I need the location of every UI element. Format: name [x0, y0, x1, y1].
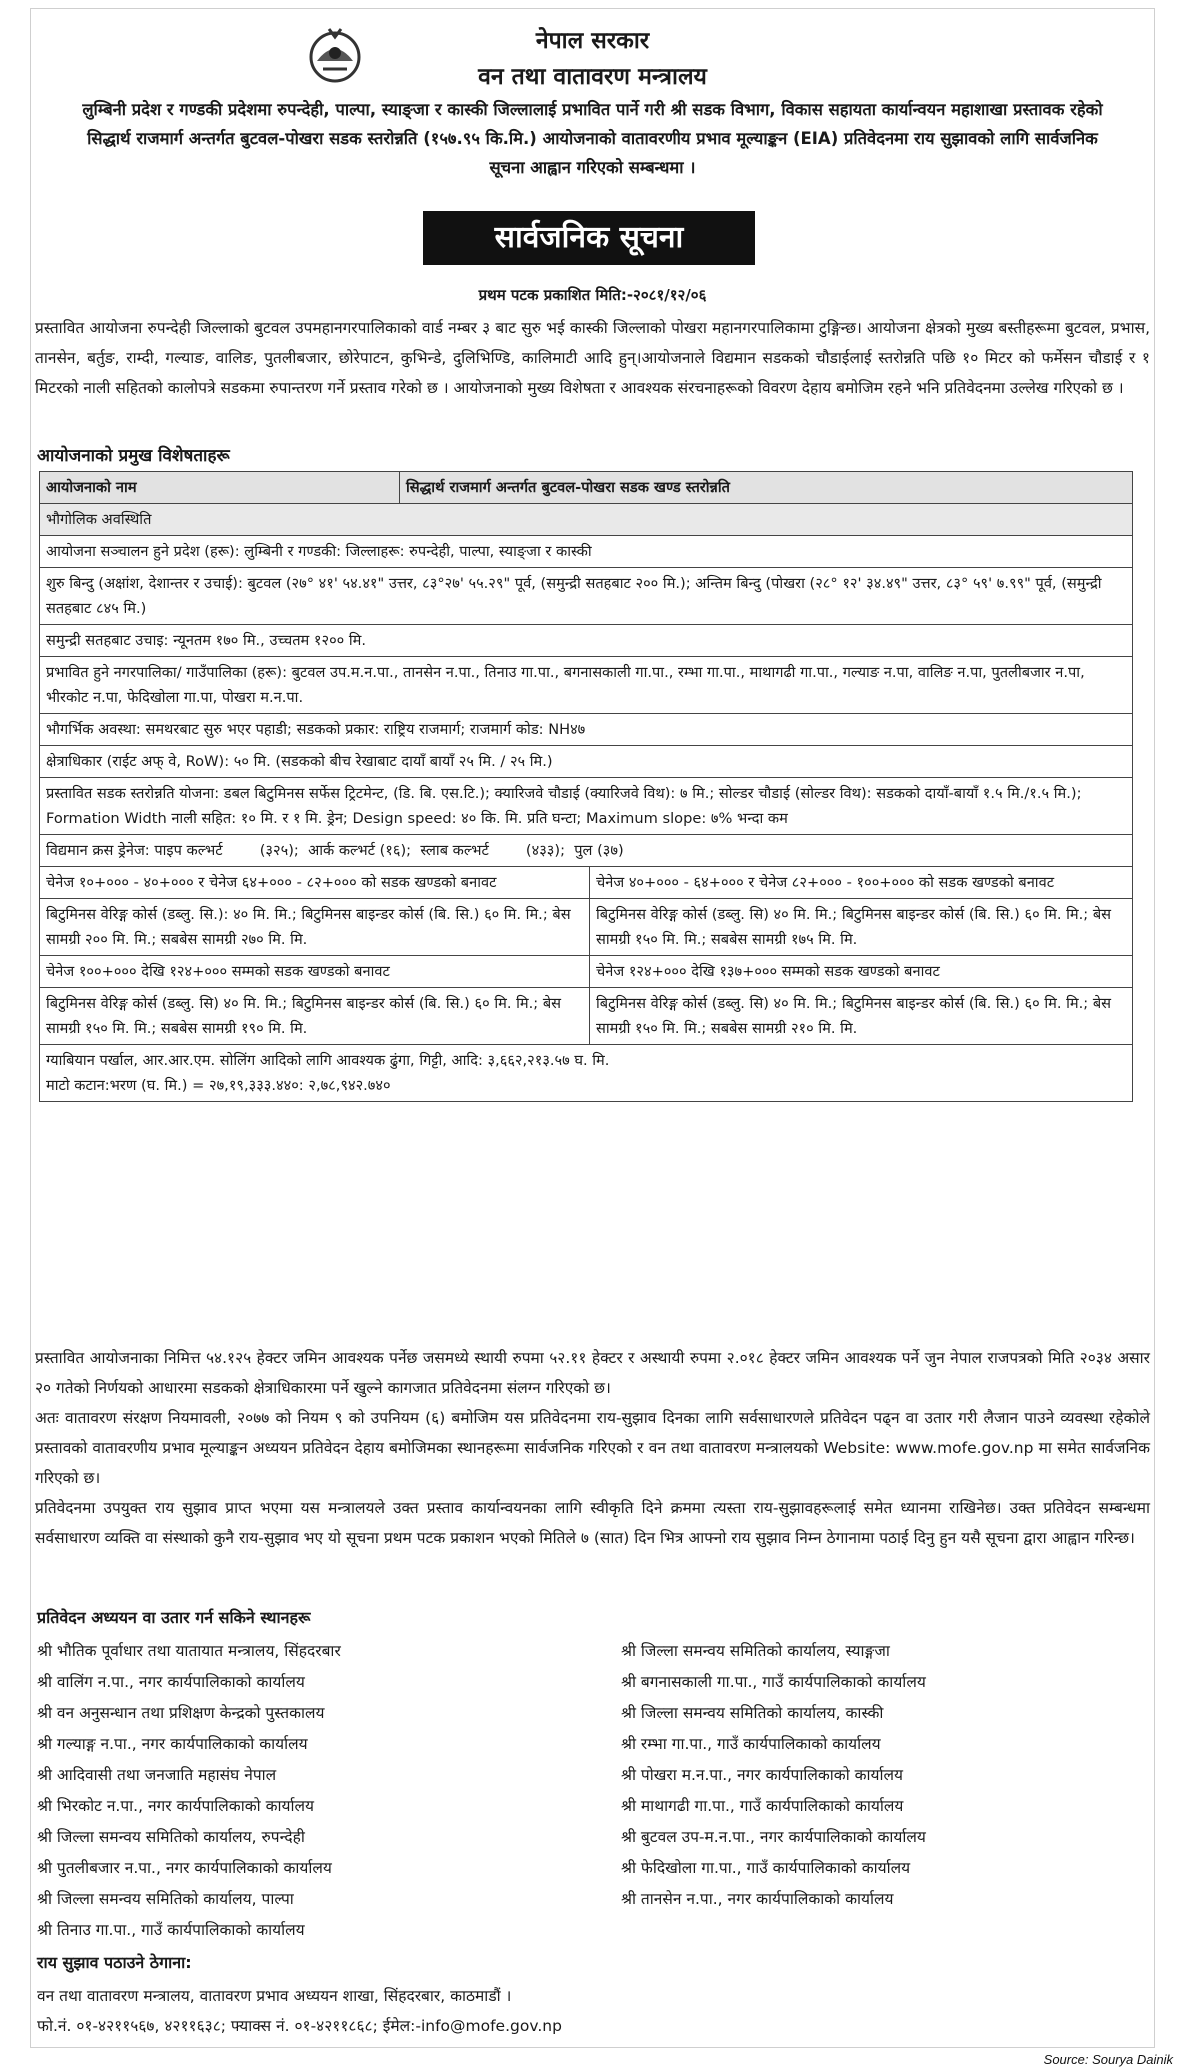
drainage-cell: विद्यमान क्रस ड्रेनेज: पाइप कल्भर्ट (३२५); आर्क कल्भर्ट (१६); स्लाब कल्भर्ट (४३३); पुल (३७) [40, 835, 1133, 867]
design-cell: प्रस्तावित सडक स्तरोन्नति योजना: डबल बिटुमिनस सर्फेस ट्रिटमेन्ट, (डि. बि. एस.टि.); क्यारिजवे चौडाई (क्यारिजवे विथ): ७ मि.; सोल्डर चौडाई (सोल्डर विथ): सडकको दायाँ-बायाँ १.५ मि./१.५ मि.); Formation Width नाली सहित: १० मि. र १ मि. ड्रेन; Design speed: ४० कि. मि. प्रति घन्टा; Maximum slope: ७% भन्दा कम [40, 778, 1133, 835]
list-item: श्री जिल्ला समन्वय समितिको कार्यालय, रुपन्देही [37, 1828, 305, 1846]
ministry-title: वन तथा वातावरण मन्त्रालय [478, 64, 707, 90]
list-item: श्री रम्भा गा.पा., गाउँ कार्यपालिकाको कार्यालय [621, 1735, 881, 1753]
places-list-left [37, 1636, 597, 1946]
list-item: श्री जिल्ला समन्वय समितिको कार्यालय, कास्की [621, 1704, 884, 1722]
materials-text: ग्याबियान पर्खाल, आर.आर.एम. सोलिंग आदिको लागि आवश्यक ढुंगा, गिट्टी, आदि: ३,६६२,२१३.५७ घ. मि. [46, 1052, 610, 1069]
notice-subject: लुम्बिनी प्रदेश र गण्डकी प्रदेशमा रुपन्देही, पाल्पा, स्याङ्जा र कास्की जिल्लालाई प्रभावित पार्ने गरी श्री सडक विभाग, विकास सहायता कार्यान्वयन महाशाखा प्रस्तावक रहेको सिद्धार्थ राजमार्ग अन्तर्गत बुटवल-पोखरा सडक स्तरोन्नति (१५७.९५ कि.मि.) आयोजनाको वातावरणीय प्रभाव मूल्याङ्कन (EIA) प्रतिवेदनमा राय सुझावको लागि सार्वजनिक सूचना आह्वान गरिएको सम्बन्धमा । [82, 100, 1103, 177]
project-name-value: सिद्धार्थ राजमार्ग अन्तर्गत बुटवल-पोखरा सडक खण्ड स्तरोन्नति [400, 472, 1133, 504]
feedback-paragraph: प्रतिवेदनमा उपयुक्त राय सुझाव प्राप्त भएमा यस मन्त्रालयले उक्त प्रस्ताव कार्यान्वयनका लागि स्वीकृति दिने क्रममा त्यस्ता राय-सुझावहरूलाई समेत ध्यानमा राखिनेछ। उक्त प्रतिवेदन सम्बन्धमा सर्वसाधारण व्यक्ति वा संस्थाको कुनै राय-सुझाव भए यो सूचना प्रथम पटक प्रकाशन भएको मितिले ७ (सात) दिन भित्र आफ्नो राय सुझाव निम्न ठेगानामा पठाई दिनु हुन यसै सूचना द्वारा आह्वान गरिन्छ। [35, 1499, 1150, 1547]
terrain-cell: भौगर्भिक अवस्था: समथरबाट सुरु भएर पहाडी; सडकको प्रकार: राष्ट्रिय राजमार्ग; राजमार्ग कोड: NH४७ [40, 714, 1133, 746]
table-row [40, 657, 1133, 714]
list-item: श्री आदिवासी तथा जनजाति महासंघ नेपाल [37, 1766, 277, 1784]
list-item: श्री माथागढी गा.पा., गाउँ कार्यपालिकाको कार्यालय [621, 1797, 904, 1815]
list-item: श्री जिल्ला समन्वय समितिको कार्यालय, पाल्पा [37, 1890, 294, 1908]
project-name-label: आयोजनाको नाम [40, 472, 400, 504]
section-b-spec: बिटुमिनस वेरिङ्ग कोर्स (डब्लु. सि) ४० मि. मि.; बिटुमिनस बाइन्डर कोर्स (बि. सि.) ६० मि. मि.; बेस सामग्री १५० मि. मि.; सबबेस सामग्री १७५ मि. मि. [590, 899, 1133, 956]
table-row [40, 472, 1133, 504]
publication-date: प्रथम पटक प्रकाशित मिति:-२०८१/१२/०६ [478, 286, 707, 304]
points-cell: शुरु बिन्दु (अक्षांश, देशान्तर र उचाई): बुटवल (२७° ४१' ५४.४१" उत्तर, ८३°२७' ५५.२९" पूर्व, (समुन्द्री सतहबाट २०० मि.); अन्तिम बिन्दु (पोखरा (२८° १२' ३४.४९" उत्तर, ८३° ५९' ७.९९" पूर्व, (समुन्द्री सतहबाट ८४५ मि.) [40, 568, 1133, 625]
earthwork-text: माटो कटान:भरण (घ. मि.) = २७,१९,३३३.४४०: २,७८,९४२.७४० [46, 1077, 391, 1094]
municipalities-cell: प्रभावित हुने नगरपालिका/ गाउँपालिका (हरू): बुटवल उप.म.न.पा., तानसेन न.पा., तिनाउ गा.पा., बगनासकाली गा.पा., रम्भा गा.पा., माथागढी गा.पा., गल्याङ न.पा, वालिङ न.पा, पुतलीबजार न.पा, भीरकोट न.पा, फेदिखोला गा.पा, पोखरा म.न.पा. [40, 657, 1133, 714]
table-row [40, 956, 1133, 988]
list-item: श्री पुतलीबजार न.पा., नगर कार्यपालिकाको कार्यालय [37, 1859, 332, 1877]
table-row [40, 899, 1133, 956]
table-row [40, 504, 1133, 536]
table-row [40, 746, 1133, 778]
project-features-table [39, 471, 1133, 1102]
list-item: श्री तिनाउ गा.पा., गाउँ कार्यपालिकाको कार्यालय [37, 1921, 305, 1939]
list-item: श्री गल्याङ्ग न.पा., नगर कार्यपालिकाको कार्यालय [37, 1735, 308, 1753]
closing-paragraphs [35, 1343, 1150, 1553]
section-d-spec: बिटुमिनस वेरिङ्ग कोर्स (डब्लु. सि) ४० मि. मि.; बिटुमिनस बाइन्डर कोर्स (बि. सि.) ६० मि. मि.; बेस सामग्री १५० मि. मि.; सबबेस सामग्री २१० मि. मि. [590, 988, 1133, 1045]
section-b-title: चेनेज ४०+००० - ६४+००० र चेनेज ८२+००० - १००+००० को सडक खण्डको बनावट [590, 867, 1133, 899]
list-item: श्री बगनासकाली गा.पा., गाउँ कार्यपालिकाको कार्यालय [621, 1673, 926, 1691]
list-item: श्री वन अनुसन्धान तथा प्रशिक्षण केन्द्रको पुस्तकालय [37, 1704, 325, 1722]
altitude-cell: समुन्द्री सतहबाट उचाइ: न्यूनतम १७० मि., उच्चतम १२०० मि. [40, 625, 1133, 657]
contact-line: फो.नं. ०१-४२११५६७, ४२११६३८; फ्याक्स नं. ०१-४२११८६८; ईमेल:-info@mofe.gov.np [37, 2017, 562, 2035]
features-heading: आयोजनाको प्रमुख विशेषताहरू [37, 446, 230, 466]
address-line: वन तथा वातावरण मन्त्रालय, वातावरण प्रभाव अध्ययन शाखा, सिंहदरबार, काठमाडौं । [37, 1987, 512, 2005]
materials-cell [40, 1045, 1133, 1102]
section-a-title: चेनेज १०+००० - ४०+००० र चेनेज ६४+००० - ८२+००० को सडक खण्डको बनावट [40, 867, 590, 899]
list-item: श्री भिरकोट न.पा., नगर कार्यपालिकाको कार्यालय [37, 1797, 314, 1815]
table-row [40, 568, 1133, 625]
list-item: श्री वालिंग न.पा., नगर कार्यपालिकाको कार्यालय [37, 1673, 305, 1691]
list-item: श्री जिल्ला समन्वय समितिको कार्यालय, स्याङ्गजा [621, 1642, 890, 1660]
list-item: श्री पोखरा म.न.पा., नगर कार्यपालिकाको कार्यालय [621, 1766, 904, 1784]
section-a-spec: बिटुमिनस वेरिङ्ग कोर्स (डब्लु. सि.): ४० मि. मि.; बिटुमिनस बाइन्डर कोर्स (बि. सि.) ६० मि. मि.; बेस सामग्री २०० मि. मि.; सबबेस सामग्री २७० मि. मि. [40, 899, 590, 956]
table-row [40, 778, 1133, 835]
table-row [40, 536, 1133, 568]
places-list-right [621, 1636, 1141, 1915]
list-item: श्री बुटवल उप-म.न.पा., नगर कार्यपालिकाको कार्यालय [621, 1828, 926, 1846]
table-row [40, 867, 1133, 899]
regulation-paragraph: अतः वातावरण संरक्षण नियमावली, २०७७ को नियम ९ को उपनियम (६) बमोजिम यस प्रतिवेदनमा राय-सुझाव दिनका लागि सर्वसाधारणले प्रतिवेदन पढ्न वा उतार गरी लैजान पाउने व्यवस्था रहेकोले प्रस्तावको वातावरणीय प्रभाव मूल्याङ्कन अध्ययन प्रतिवेदन देहाय बमोजिमका स्थानहरूमा सार्वजनिक गरिएको र वन तथा वातावरण मन्त्रालयको Website: www.mofe.gov.np मा समेत सार्वजनिक गरिएको छ। [35, 1409, 1150, 1487]
row-cell: क्षेत्राधिकार (राईट अफ् वे, RoW): ५० मि. (सडकको बीच रेखाबाट दायाँ बायाँ २५ मि. / २५ मि.) [40, 746, 1133, 778]
public-notice [30, 8, 1155, 2048]
address-block [37, 1981, 562, 2041]
intro-paragraph: प्रस्तावित आयोजना रुपन्देही जिल्लाको बुटवल उपमहानगरपालिकाको वार्ड नम्बर ३ बाट सुरु भई कास्की जिल्लाको पोखरा महानगरपालिकामा टुङ्गिन्छ। आयोजना क्षेत्रको मुख्य बस्तीहरूमा बुटवल, प्रभास, तानसेन, बर्तुङ, राम्दी, गल्याङ, वालिङ, पुतलीबजार, छोरेपाटन, कुभिन्डे, दुलिभिण्डि, कालिमाटी आदि हुन्।आयोजनाले विद्यमान सडकको चौडाईलाई स्तरोन्नति पछि १० मिटर को फर्मेसन चौडाई र १ मिटरको नाली सहितको कालोपत्रे सडकमा रुपान्तरण गर्ने प्रस्ताव गरेको छ । आयोजनाको मुख्य विशेषता र आवश्यक संरचनाहरूको विवरण देहाय बमोजिम रहने भनि प्रतिवेदनमा उल्लेख गरिएको छ । [35, 319, 1150, 397]
table-row [40, 625, 1133, 657]
list-item: श्री भौतिक पूर्वाधार तथा यातायात मन्त्रालय, सिंहदरबार [37, 1642, 341, 1660]
notice-title: सार्वजनिक सूचना [423, 211, 755, 265]
government-title: नेपाल सरकार [535, 28, 650, 54]
section-c-spec: बिटुमिनस वेरिङ्ग कोर्स (डब्लु. सि) ४० मि. मि.; बिटुमिनस बाइन्डर कोर्स (बि. सि.) ६० मि. मि.; बेस सामग्री १५० मि. मि.; सबबेस सामग्री १९० मि. मि. [40, 988, 590, 1045]
source-credit: Source: Sourya Dainik [1043, 2052, 1173, 2067]
geo-heading: भौगोलिक अवस्थिति [40, 504, 1133, 536]
table-row [40, 714, 1133, 746]
table-row [40, 1045, 1133, 1102]
address-heading: राय सुझाव पठाउने ठेगाना: [37, 1953, 192, 1972]
section-d-title: चेनेज १२४+००० देखि १३७+००० सम्मको सडक खण्डको बनावट [590, 956, 1133, 988]
list-item: श्री तानसेन न.पा., नगर कार्यपालिकाको कार्यालय [621, 1890, 894, 1908]
table-row [40, 835, 1133, 867]
places-heading: प्रतिवेदन अध्ययन वा उतार गर्न सकिने स्थानहरू [37, 1608, 311, 1627]
land-paragraph: प्रस्तावित आयोजनाका निमित्त ५४.१२५ हेक्टर जमिन आवश्यक पर्नेछ जसमध्ये स्थायी रुपमा ५२.११ हेक्टर र अस्थायी रुपमा २.०१८ हेक्टर जमिन आवश्यक पर्ने जुन नेपाल राजपत्रको मिति २०३४ असार २० गतेको निर्णयको आधारमा सडकको क्षेत्राधिकारमा पर्ने खुल्ने कागजात प्रतिवेदनमा संलग्न गरिएको छ। [35, 1349, 1150, 1397]
province-cell: आयोजना सञ्चालन हुने प्रदेश (हरू): लुम्बिनी र गण्डकी: जिल्लाहरू: रुपन्देही, पाल्पा, स्याङ्जा र कास्की [40, 536, 1133, 568]
section-c-title: चेनेज १००+००० देखि १२४+००० सम्मको सडक खण्डको बनावट [40, 956, 590, 988]
list-item: श्री फेदिखोला गा.पा., गाउँ कार्यपालिकाको कार्यालय [621, 1859, 911, 1877]
table-row [40, 988, 1133, 1045]
